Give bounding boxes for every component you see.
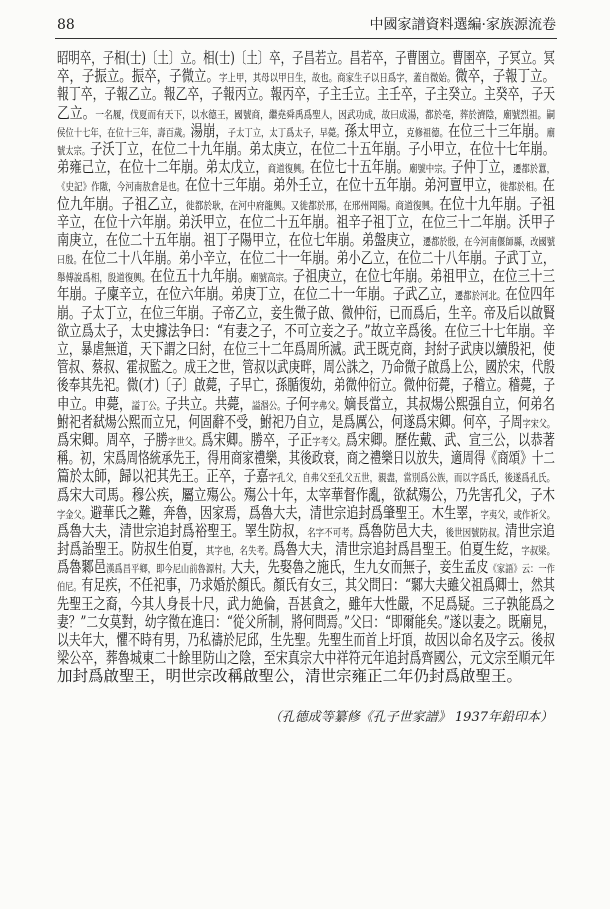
text-line [57,576,555,594]
annotation-run: 廟號高宗。 [250,272,293,285]
text-run: 崩。子太丁立，在位三年崩。子帝乙立，妾生微子啟、微仲衍，已而爲后，生辛。帝及后以啟賢 [57,303,555,322]
text-line [57,322,555,340]
text-line [57,158,555,176]
text-line-content [57,449,555,467]
text-line [57,267,555,285]
text-line-content [57,395,555,415]
text-line [57,486,555,504]
text-line-content [57,631,555,649]
text-run: 鮒祀者弑煬公熙而立兄，何固辭不受，鮒祀乃自立，是爲厲公，何遂爲宋卿。何卒，子周 [57,412,523,431]
text-line-content [57,522,555,542]
text-run: 年崩。子廩辛立，在位六年崩。弟庚丁立，在位二十一年崩。子武乙立， [57,285,455,304]
annotation-run: 徙都於相。 [499,181,543,194]
text-line [57,231,555,249]
text-line-content [57,576,555,596]
text-line [57,613,555,631]
text-line [57,67,555,85]
text-run: 在位七十五年崩。 [309,158,409,177]
text-run: 爲魯大夫，清世宗追封爲裕聖王。睪生防叔， [57,521,308,540]
text-line-content [57,285,555,305]
text-run: 子共立。共薨， [165,394,252,413]
text-run: 爲宋大司馬。穆公疾，屬立殤公。殤公十年，太宰華督作亂，欲弑殤公，乃先害孔父，子木 [57,485,555,504]
text-run: 在位三十三年崩。 [447,121,547,140]
text-line [57,431,555,449]
text-run: 昭明卒，子相(士)〔土〕立。相(士)〔土〕卒，子昌若立。昌若卒，子曹圉立。曹圉卒，子冥立。冥 [57,49,555,67]
annotation-run: 徙都於耿，在河中府龍興。又徙都於邢，在邢州岡陽。商道復興。 [185,199,440,212]
text-line-content [57,376,555,394]
source-caption: （孔德成等纂修《孔子世家譜》 1937年鉛印本） [268,710,553,725]
text-line-content [57,140,555,160]
text-run: 在 [542,176,555,195]
text-line [57,649,555,667]
text-line-content [57,667,522,685]
text-run: 大夫，先娶魯之施氏，生九女而無子，妾生孟皮 [230,558,489,577]
text-run: 孫太甲立， [344,121,407,140]
text-line-content [57,504,555,524]
text-line [57,631,555,649]
text-line-content [57,558,555,578]
annotation-run: 一名履，伐夏而有天下，以水德王，國號商，繼堯舜禹爲聖人，因武功成，故曰成湯，都於亳，葬於濟陰，廟號烈祖。嗣 [95,108,555,121]
body-text [57,49,555,686]
text-run: 稱。初，宋爲周恪統承先王，得用商家禮樂，其後政衰，商之禮樂日以放失，適周得《商頌》十二 [57,449,555,468]
text-line [57,49,555,67]
annotation-run: 子太丁立，太丁爲太子，早薨。 [227,126,345,139]
text-run: 篇於太師，歸以祀其先王。正卒，子嘉 [57,467,269,486]
text-run: 爲魯大夫，清世宗追封爲昌聖王。伯夏生紇， [273,540,522,559]
text-run: 先聖王之裔，今其人身長十尺，武力絶倫，吾甚貪之，雖年大性嚴，不足爲疑。三子孰能爲之 [57,594,555,613]
annotation-run: 商道復興。 [267,163,310,176]
text-line-content [57,104,555,124]
text-line-content [57,340,555,358]
text-line [57,522,555,540]
text-run: 在位五十九年崩。 [150,267,251,286]
annotation-run: 遷都於殷，在今河南偃師縣，改國號 [422,235,555,248]
text-line [57,195,555,213]
annotation-run: 侯位十七年，在位十三年，壽百歲。 [57,126,191,139]
page-number: 88 [57,17,75,33]
text-run: 妻？”二女莫對，幼字徵在進曰：“從父所制，將何問焉。”父曰：“即爾能矣。”遂以妻之。既廟見， [57,612,555,631]
annotation-run: 謚丁公。 [131,399,166,412]
annotation-run: 《史記》作隞，今河南敖倉是也。 [57,181,185,194]
text-line [57,413,555,431]
annotation-run: 字夷父，或作祈父。 [480,508,555,521]
text-line-content [57,322,555,340]
text-line [57,340,555,358]
text-line-content [57,158,555,178]
annotation-run: 字孔父，自弗父至孔父五世，親盡，當別爲公族，而以字爲氏，後遂爲孔氏。 [268,472,555,485]
annotation-run: 遷都於河北。 [454,290,506,303]
annotation-run: 後世因號防叔。 [445,526,505,539]
text-line [57,395,555,413]
text-run: 後奉其先祀。微(才)〔子〕啟薨，子早亡，孫腯復幼，弟微仲衍立。微仲衍薨，子稽立。稽薨，子 [57,376,555,395]
running-header-title: 中國家譜資料選編·家族源流卷 [369,17,556,33]
text-line-content [57,195,555,215]
text-run: 微卒，子報丁立。 [455,67,555,86]
text-line [57,104,555,122]
text-line-content [57,122,555,142]
annotation-run: 號太宗。 [57,144,91,157]
text-line-content [57,267,555,287]
text-run: 在位四年 [505,285,555,304]
annotation-run: 字宋父。 [522,417,555,430]
text-run: 以夫年大，懼不時有男，乃私禱於尼邱，生先聖。先聖生而首上圩頂，故因以命名及字云。後叔 [57,631,555,649]
annotation-run: 字弗父。 [310,399,345,412]
text-run: 在位十三年崩。弟外壬立，在位十五年崩。弟河亶甲立， [184,176,500,195]
annotation-run: 漢爲昌平鄉，即今尼山前魯源村。 [106,563,231,576]
text-line [57,667,555,685]
text-line-content [57,304,555,322]
text-line [57,176,555,194]
text-line [57,595,555,613]
text-run: 爲宋卿。周卒，子勝 [57,430,168,449]
text-run: 欲立爲太子，太史據法争曰：“有妻之子，不可立妾之子。”故立辛爲後。在位三十七年崩。辛 [57,321,555,340]
text-run: 子何 [285,394,311,413]
text-run: 清世宗追 [504,521,555,540]
text-line [57,358,555,376]
text-line [57,467,555,485]
text-run: 加封爲啟聖王，明世宗改稱啟聖公，清世宗雍正二年仍封爲啟聖王。 [57,667,523,686]
text-line [57,122,555,140]
text-run: 子祖庚立，在位七年崩。弟祖甲立，在位三十三 [292,267,555,286]
text-run: 在位二十八年崩。弟小辛立，在位二十一年崩。弟小乙立，在位二十八年崩。子武丁立， [81,249,555,268]
text-run: 有足疾，不任祀事，乃求婚於顏氏。顏氏有女三，其父問曰：“鄹大夫雖父祖爲卿士，然其 [81,576,555,595]
annotation-run: 曰殷。 [57,254,82,267]
text-line [57,304,555,322]
text-line [57,558,555,576]
annotation-run: 字金父。 [57,508,91,521]
text-run: 申立。申薨， [57,394,132,413]
annotation-run: 遷都於囂， [513,163,555,176]
annotation-run: 舉傅說爲相，殷道復興。 [57,272,151,285]
text-line [57,540,555,558]
text-line-content [57,413,555,433]
annotation-run: 克修祖德。 [406,126,448,139]
text-line-content [57,486,555,504]
text-line-content [57,231,555,251]
text-run: 管叔、蔡叔、霍叔監之。成王之世，管叔以武庚畔，周公誅之，乃命微子啟爲上公，國於宋，代殷 [57,358,555,377]
text-line [57,285,555,303]
text-line-content [57,358,555,376]
text-line-content [57,176,555,196]
text-run: 爲魯鄹邑 [57,558,107,577]
text-run: 辛立，在位十六年崩。弟沃甲立，在位二十五年崩。祖辛子祖丁立，在位三十二年崩。沃甲子 [57,212,555,231]
text-run: 子仲丁立， [450,158,514,177]
text-run: 位九年崩。子祖乙立， [57,194,186,213]
text-run: 避華氏之難，奔魯，因家焉，爲魯大夫，清世宗追封爲肇聖王。木生睪， [90,503,481,522]
annotation-run: 字叔梁。 [521,545,555,558]
text-line-content [57,595,555,613]
text-line-content [57,67,555,87]
text-line-content [57,467,555,487]
text-line-content [57,431,555,451]
text-run: 梁公卒，葬魯城東二十餘里防山之陰，至宋真宗大中祥符元年追封爲齊國公，元文宗至順元年 [57,649,555,668]
text-run: 爲宋卿。勝卒，子正 [201,430,313,449]
header-rule [55,38,557,39]
text-line [57,140,555,158]
annotation-run: 字世父。 [167,435,202,448]
annotation-run: 謚湣公。 [251,399,286,412]
text-run: 立，暴虐無道，天下謂之曰紂，在位三十二年爲周所滅。武王既克商，封紂子武庚以續殷祀，使 [57,340,555,358]
text-run: 南庚立，在位二十五年崩。祖丁子陽甲立，在位七年崩。弟盤庚立， [57,230,423,249]
annotation-run: 《家語》云：一作 [488,563,555,576]
text-line [57,85,555,103]
text-run: 封爲詒聖王。防叔生伯夏， [57,540,206,559]
text-line-content [57,613,555,631]
text-run: 卒，子振立。振卒，子微立。 [57,67,219,86]
text-line-content [57,49,555,67]
annotation-run: 廟 [546,126,555,139]
annotation-run: 伯尼。 [57,581,82,594]
text-line-content [57,540,555,560]
annotation-run: 名字不可考。 [307,526,359,539]
text-line-content [57,249,555,269]
text-run: 爲魯防邑大夫， [358,521,446,540]
text-run: 在位十九年崩。子祖 [439,194,555,213]
text-line [57,249,555,267]
annotation-run: 字考父。 [312,435,346,448]
text-line-content [57,649,555,667]
text-run: 弟雍己立，在位十二年崩。弟太戊立， [57,158,268,177]
annotation-run: 廟號中宗。 [408,163,451,176]
text-line [57,213,555,231]
text-run: 爲宋卿。歷佐戴、武、宣三公，以恭著 [345,430,555,449]
text-run: 湯崩， [190,121,228,140]
text-line-content [57,85,555,103]
text-line [57,376,555,394]
text-run: 報丁卒，子報乙立。報乙卒，子報丙立。報丙卒，子主壬立。主壬卒，子主癸立。主癸卒，子天 [57,85,555,104]
annotation-run: 其字也，名失考。 [205,545,274,558]
text-run: 嫡長當立，其叔煬公熙强自立，何弟名 [344,394,555,413]
text-run: 乙立。 [57,103,96,122]
text-line [57,504,555,522]
text-run: 子沃丁立，在位二十九年崩。弟太庚立，在位二十五年崩。子小甲立，在位十七年崩。 [90,139,555,158]
text-line [57,449,555,467]
annotation-run: 字上甲，其母以甲日生，故也。商家生子以日爲字，蓋自微始。 [218,72,456,85]
text-line-content [57,213,555,231]
